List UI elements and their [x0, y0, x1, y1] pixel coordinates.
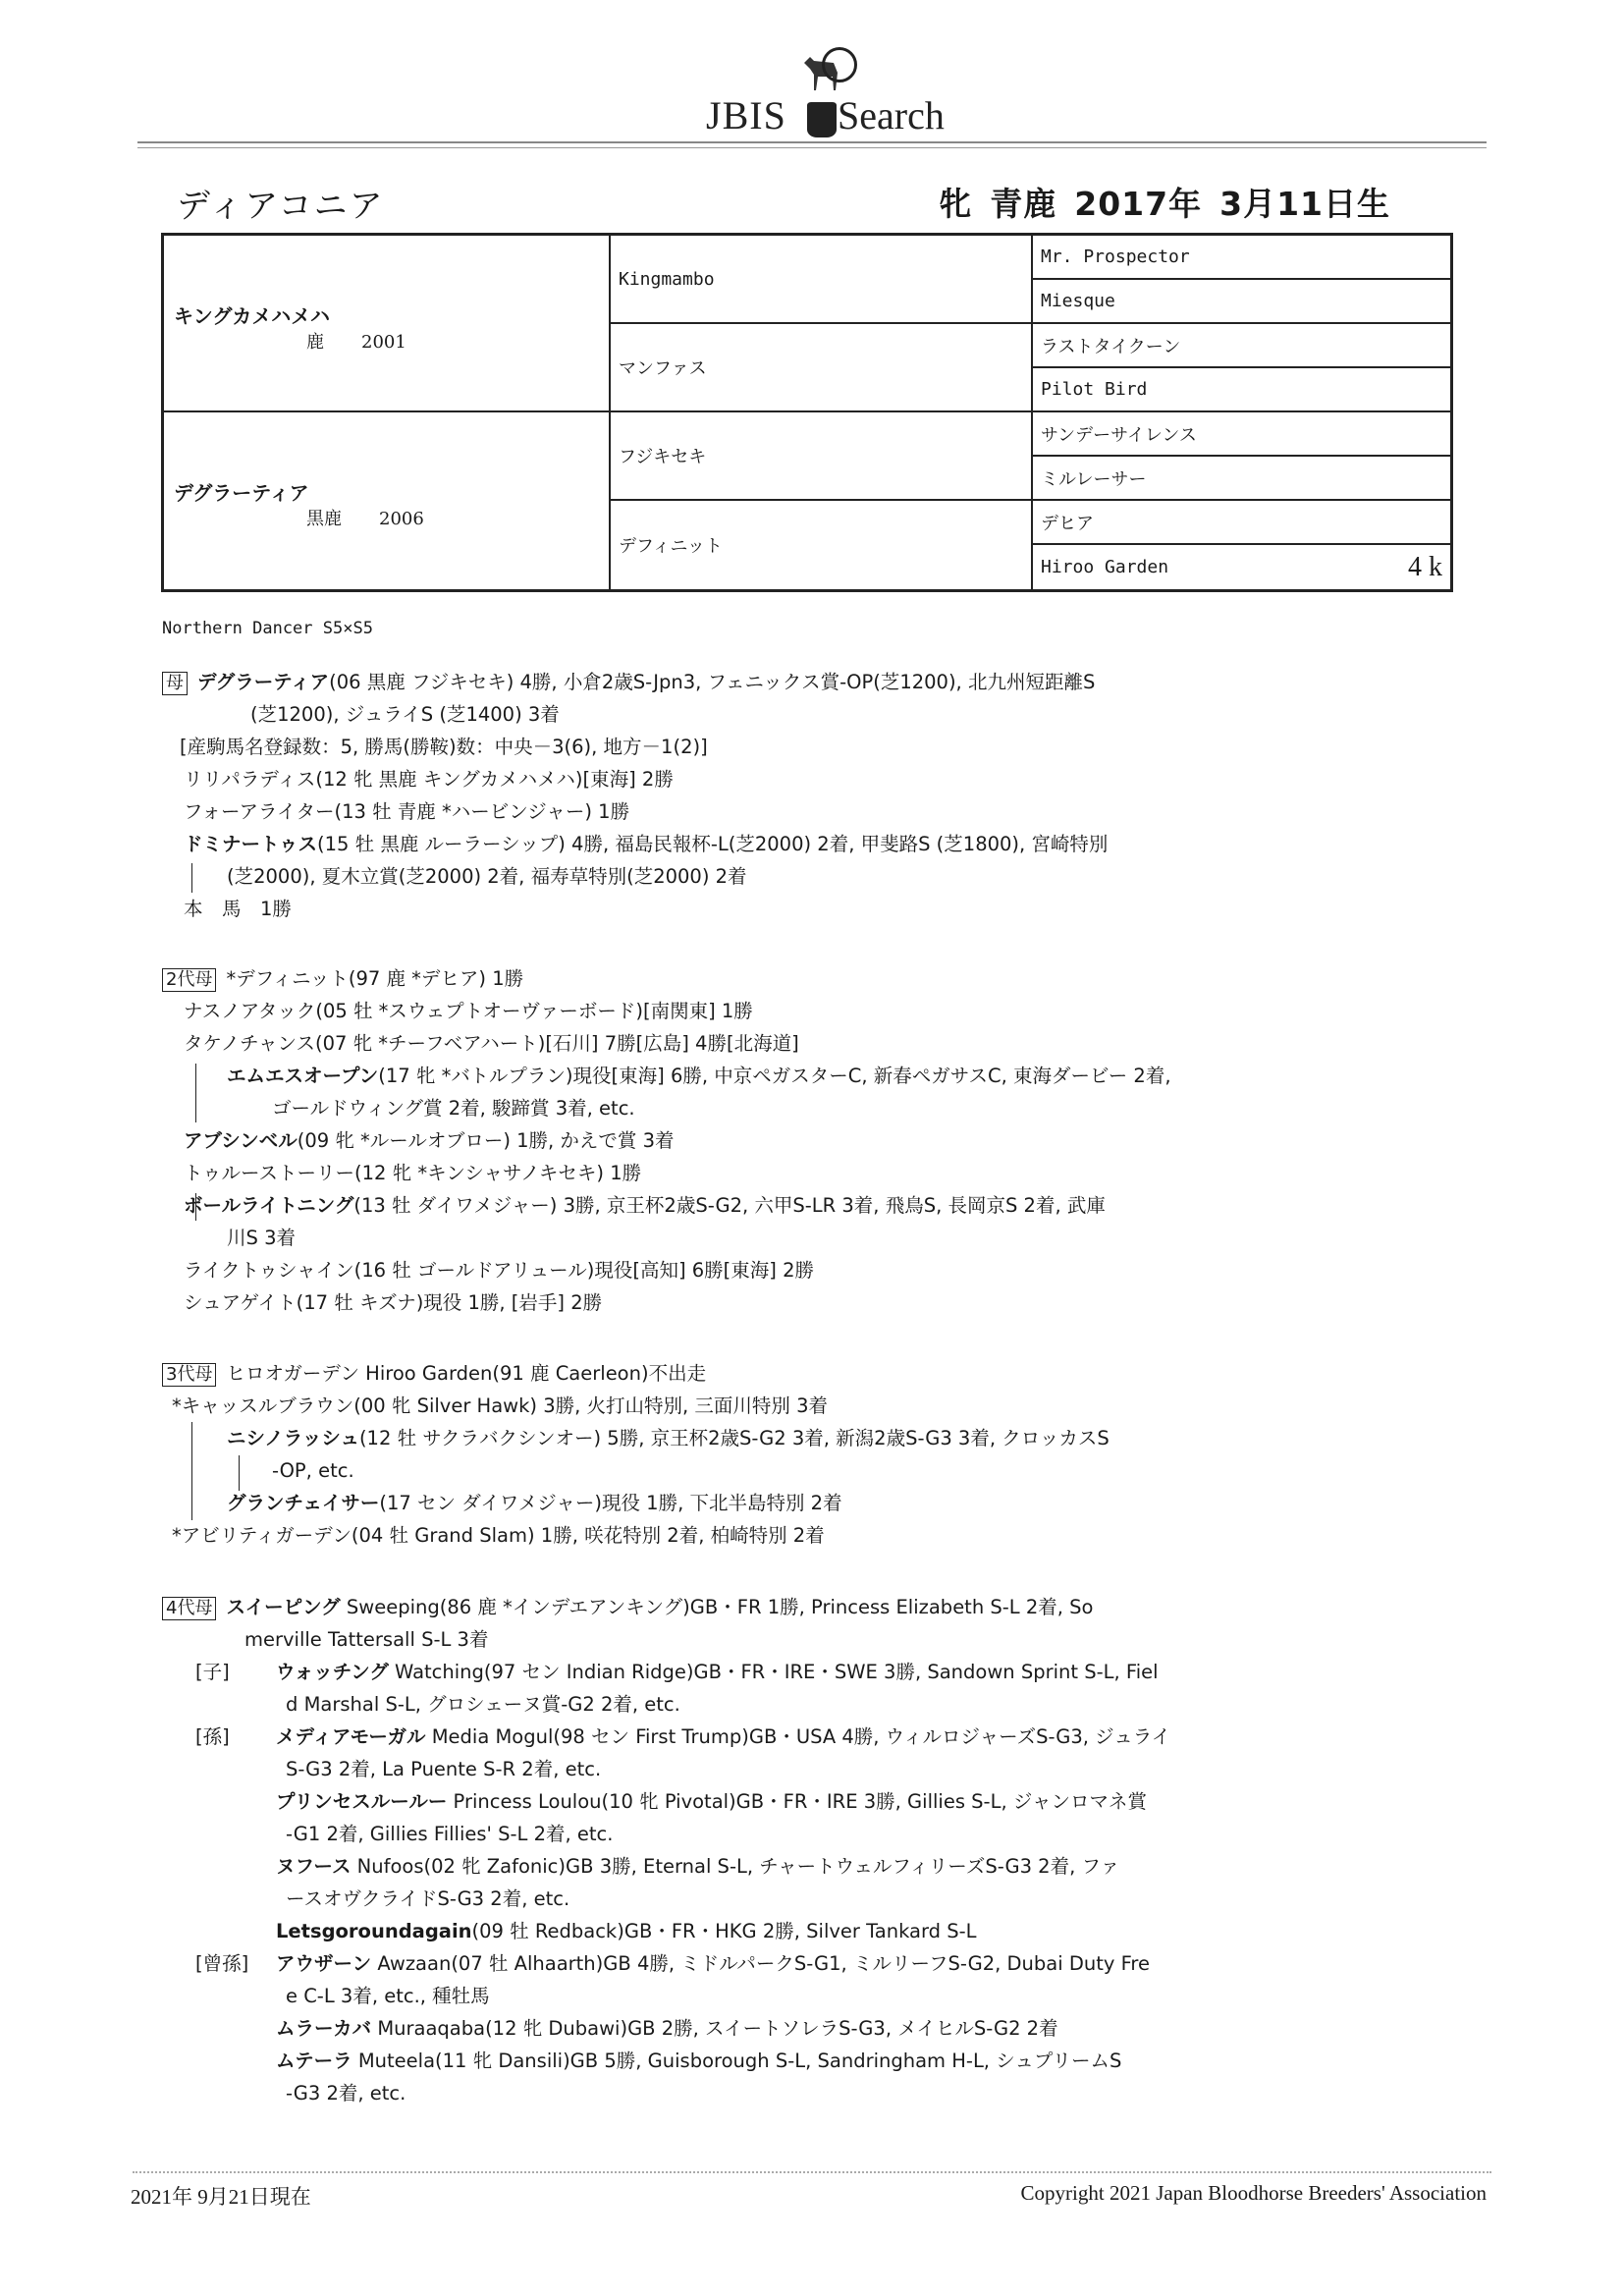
- section-tag: 母: [162, 672, 188, 695]
- pedigree-gen1: [164, 236, 611, 589]
- offspring-entry: 本 馬 1勝: [184, 898, 292, 920]
- magnifier-icon: [822, 47, 857, 82]
- descendant-name: ムテーラ: [276, 2050, 352, 2072]
- offspring-entry: タケノチャンス(07 牝 *チーフベアハート)[石川] 7勝[広島] 4勝[北海道]: [184, 1032, 799, 1055]
- lineage-bar: [195, 1064, 196, 1122]
- offspring-record: (17 牝 *バトルプラン)現役[東海] 6勝, 中京ペガスターC, 新春ペガサスC, 東海ダービー 2着,: [378, 1065, 1171, 1087]
- descendant-entry: [162, 1785, 1170, 1818]
- offspring-name: グランチェイサー: [227, 1492, 380, 1514]
- offspring-entry: ナスノアタック(05 牡 *スウェプトオーヴァーボード)[南関東] 1勝: [184, 1000, 753, 1022]
- horse-birth-date: 3月11日生: [1219, 185, 1390, 223]
- dam-color: 黒鹿: [306, 509, 342, 529]
- offspring-record: (12 牡 サクラバクシンオー) 5勝, 京王杯2歳S-G2 3着, 新潟2歳S-G3 3着, クロッカスS: [358, 1427, 1110, 1449]
- descendant-record-cont: S-G3 2着, La Puente S-R 2着, etc.: [286, 1758, 602, 1780]
- offspring-record-cont: -OP, etc.: [272, 1459, 354, 1482]
- offspring-name: アブシンベル: [184, 1129, 298, 1152]
- second-dam-head: *デフィニット(97 鹿 *デヒア) 1勝: [226, 967, 524, 990]
- descendant-record: Princess Loulou(10 牝 Pivotal)GB・FR・IRE 3勝, Gillies S-L, ジャンロマネ賞: [447, 1790, 1147, 1813]
- gen3-name: Hiroo Garden: [1041, 557, 1169, 577]
- lineage-bar: [191, 863, 192, 893]
- descendant-entry: [162, 1721, 1170, 1753]
- gen3-cell: Miesque: [1033, 280, 1450, 324]
- jbis-search-logo: [702, 47, 957, 137]
- dam-details: [306, 505, 424, 530]
- dam-line-name: デグラーティア: [197, 671, 330, 693]
- descendant-name: ウォッチング: [276, 1661, 389, 1683]
- section-tag: 4代母: [162, 1597, 216, 1620]
- descendant-name: ヌフース: [276, 1855, 352, 1878]
- descendant-record: Media Mogul(98 セン First Trump)GB・USA 4勝, ウィルロジャーズS-G3, ジュライ: [425, 1725, 1171, 1748]
- descendant-entry: [162, 1850, 1170, 1883]
- offspring-entry: [162, 1189, 1171, 1222]
- header-divider: [137, 141, 1487, 148]
- offspring-entry: [162, 1487, 1110, 1519]
- gen2-cell: Kingmambo: [611, 236, 1031, 324]
- gen3-cell: サンデーサイレンス: [1033, 412, 1450, 457]
- third-dam-head: ヒロオガーデン Hiroo Garden(91 鹿 Caerleon)不出走: [226, 1362, 707, 1385]
- descendant-entry: [162, 1915, 1170, 1947]
- descendant-record-cont: e C-L 3着, etc., 種牡馬: [286, 1985, 490, 2007]
- lineage-bar: [239, 1455, 240, 1491]
- descendant-name: プリンセスルールー: [276, 1790, 448, 1813]
- offspring-entry: [162, 828, 1108, 860]
- offspring-record: (17 セン ダイワメジャー)現役 1勝, 下北半島特別 2着: [379, 1492, 842, 1514]
- offspring-record-cont: ゴールドウィング賞 2着, 駿蹄賞 3着, etc.: [272, 1097, 635, 1120]
- offspring-name: ドミナートゥス: [184, 833, 318, 855]
- offspring-record-cont: 川S 3着: [227, 1227, 296, 1249]
- footer-divider: [133, 2171, 1491, 2173]
- offspring-name: ニシノラッシュ: [227, 1427, 359, 1449]
- descendant-entry: [162, 2012, 1170, 2045]
- offspring-entry: フォーアライター(13 牡 青鹿 *ハービンジャー) 1勝: [184, 800, 630, 823]
- section-tag: 3代母: [162, 1363, 216, 1387]
- sire-color: 鹿: [306, 332, 324, 353]
- offspring-record: (15 牡 黒鹿 ルーラーシップ) 4勝, 福島民報杯-L(芝2000) 2着, 甲斐路S (芝1800), 宮崎特別: [317, 833, 1109, 855]
- pedigree-gen3: [1033, 236, 1450, 589]
- descendant-name: Letsgoroundagain: [276, 1920, 472, 1942]
- third-dam-section: [162, 1357, 1110, 1552]
- inbreeding-note: Northern Dancer S5×S5: [162, 619, 373, 638]
- descendant-entry: [162, 1947, 1170, 1980]
- pedigree-gen2: [611, 236, 1033, 589]
- gen2-cell: マンファス: [611, 324, 1031, 412]
- descendant-record: Nufoos(02 牝 Zafonic)GB 3勝, Eternal S-L, チャートウェルフィリーズS-G3 2着, ファ: [351, 1855, 1120, 1878]
- offspring-entry: ライクトゥシャイン(16 牡 ゴールドアリュール)現役[高知] 6勝[東海] 2勝: [184, 1259, 814, 1282]
- dam-year: 2006: [379, 509, 424, 529]
- descendant-record: (09 牡 Redback)GB・FR・HKG 2勝, Silver Tankard S-L: [471, 1920, 977, 1942]
- horse-name: ディアコニア: [177, 187, 385, 226]
- offspring-entry: *キャッスルブラウン(00 牝 Silver Hawk) 3勝, 火打山特別, 三面川特別 3着: [172, 1394, 828, 1417]
- dam-name: デグラーティア: [174, 481, 309, 505]
- pedigree-dam-cell: [164, 412, 609, 589]
- gen3-cell: ミルレーサー: [1033, 457, 1450, 501]
- descendant-record: Muteela(11 牝 Dansili)GB 5勝, Guisborough S-L, Sandringham H-L, シュプリームS: [352, 2050, 1122, 2072]
- descendant-name: アウザーン: [276, 1952, 372, 1975]
- gen3-cell: Mr. Prospector: [1033, 236, 1450, 280]
- descendant-entry: [162, 1656, 1170, 1688]
- family-number: 4 k: [1408, 551, 1442, 582]
- lineage-bar: [195, 1193, 196, 1221]
- logo-jbis-text: JBIS: [706, 93, 786, 137]
- pedigree-table: [161, 233, 1453, 592]
- descendant-record-cont: d Marshal S-L, グロシェーヌ賞-G2 2着, etc.: [286, 1693, 680, 1716]
- sire-year: 2001: [361, 332, 406, 353]
- offspring-entry: *アビリティガーデン(04 牡 Grand Slam) 1勝, 咲花特別 2着, 柏崎特別 2着: [172, 1524, 825, 1547]
- fourth-dam-section: [162, 1591, 1170, 2109]
- section-tag: 2代母: [162, 968, 216, 992]
- dam-line-record: (06 黒鹿 フジキセキ) 4勝, 小倉2歳S-Jpn3, フェニックス賞-OP(芝1200), 北九州短距離S: [329, 671, 1096, 693]
- descendant-name: ムラーカバ: [276, 2017, 372, 2040]
- copyright: Copyright 2021 Japan Bloodhorse Breeders' Association: [1020, 2181, 1487, 2205]
- horse-birth-year: 2017年: [1074, 185, 1203, 223]
- gen2-cell: フジキセキ: [611, 412, 1031, 501]
- descendant-record: Watching(97 セン Indian Ridge)GB・FR・IRE・SWE 3勝, Sandown Sprint S-L, Fiel: [388, 1661, 1159, 1683]
- sire-name: キングカメハメハ: [174, 304, 330, 328]
- descendant-name: メディアモーガル: [276, 1725, 426, 1748]
- offspring-name: エムエスオープン: [227, 1065, 379, 1087]
- second-dam-section: [162, 962, 1171, 1319]
- logo-search-text: Search: [838, 93, 945, 137]
- fourth-dam-record-cont: merville Tattersall S-L 3着: [244, 1628, 489, 1651]
- relation-label: [曾孫]: [195, 1952, 249, 1975]
- horse-sex: 牝: [939, 185, 973, 223]
- offspring-entry: [162, 1422, 1110, 1454]
- offspring-entry: シュアゲイト(17 牡 キズナ)現役 1勝, [岩手] 2勝: [184, 1291, 603, 1314]
- pedigree-sire-cell: [164, 236, 609, 412]
- horse-color: 青鹿: [990, 185, 1057, 223]
- fourth-dam-record: Sweeping(86 鹿 *インデエアンキング)GB・FR 1勝, Princess Elizabeth S-L 2着, So: [340, 1596, 1094, 1618]
- descendant-record: Muraaqaba(12 牝 Dubawi)GB 2勝, スイートソレラS-G3, メイヒルS-G2 2着: [371, 2017, 1058, 2040]
- offspring-entry: トゥルーストーリー(12 牝 *キンシャサノキセキ) 1勝: [184, 1162, 642, 1184]
- gen3-cell-last: [1033, 545, 1450, 589]
- dam-section: [162, 666, 1108, 925]
- fourth-dam-name: スイーピング: [226, 1596, 341, 1618]
- offspring-record: (13 牡 ダイワメジャー) 3勝, 京王杯2歳S-G2, 六甲S-LR 3着, 飛鳥S, 長岡京S 2着, 武庫: [353, 1194, 1106, 1217]
- descendant-record-cont: -G3 2着, etc.: [286, 2082, 406, 2105]
- gen3-cell: ラストタイクーン: [1033, 324, 1450, 368]
- dam-produce-summary: [産駒馬名登録数：5, 勝馬(勝鞍)数：中央－3(6), 地方－1(2)]: [180, 736, 708, 758]
- descendant-entry: [162, 2045, 1170, 2077]
- relation-label: [子]: [195, 1661, 230, 1683]
- horse-profile: [921, 179, 1390, 225]
- offspring-entry: リリパラディス(12 牝 黒鹿 キングカメハメハ)[東海] 2勝: [184, 768, 674, 791]
- gen3-cell: Pilot Bird: [1033, 368, 1450, 412]
- gen2-cell: デフィニット: [619, 536, 723, 557]
- dam-line-record-cont: (芝1200), ジュライS (芝1400) 3着: [250, 703, 560, 726]
- pedestal-icon: [807, 102, 837, 137]
- gen3-cell: デヒア: [1033, 501, 1450, 545]
- as-of-date: 2021年 9月21日現在: [131, 2185, 311, 2209]
- offspring-record: (09 牝 *ルールオブロー) 1勝, かえで賞 3着: [297, 1129, 675, 1152]
- offspring-name: ボールライトニング: [184, 1194, 354, 1217]
- descendant-record-cont: ースオヴクライドS-G3 2着, etc.: [286, 1887, 570, 1910]
- offspring-entry: [162, 1060, 1171, 1092]
- offspring-record-cont: (芝2000), 夏木立賞(芝2000) 2着, 福寿草特別(芝2000) 2着: [227, 865, 747, 888]
- sire-details: [306, 328, 406, 354]
- offspring-entry: [162, 1124, 1171, 1157]
- descendant-record: Awzaan(07 牡 Alhaarth)GB 4勝, ミドルパークS-G1, ミルリーフS-G2, Dubai Duty Fre: [371, 1952, 1150, 1975]
- relation-label: [孫]: [195, 1725, 230, 1748]
- lineage-bar: [191, 1422, 192, 1520]
- descendant-record-cont: -G1 2着, Gillies Fillies' S-L 2着, etc.: [286, 1823, 614, 1845]
